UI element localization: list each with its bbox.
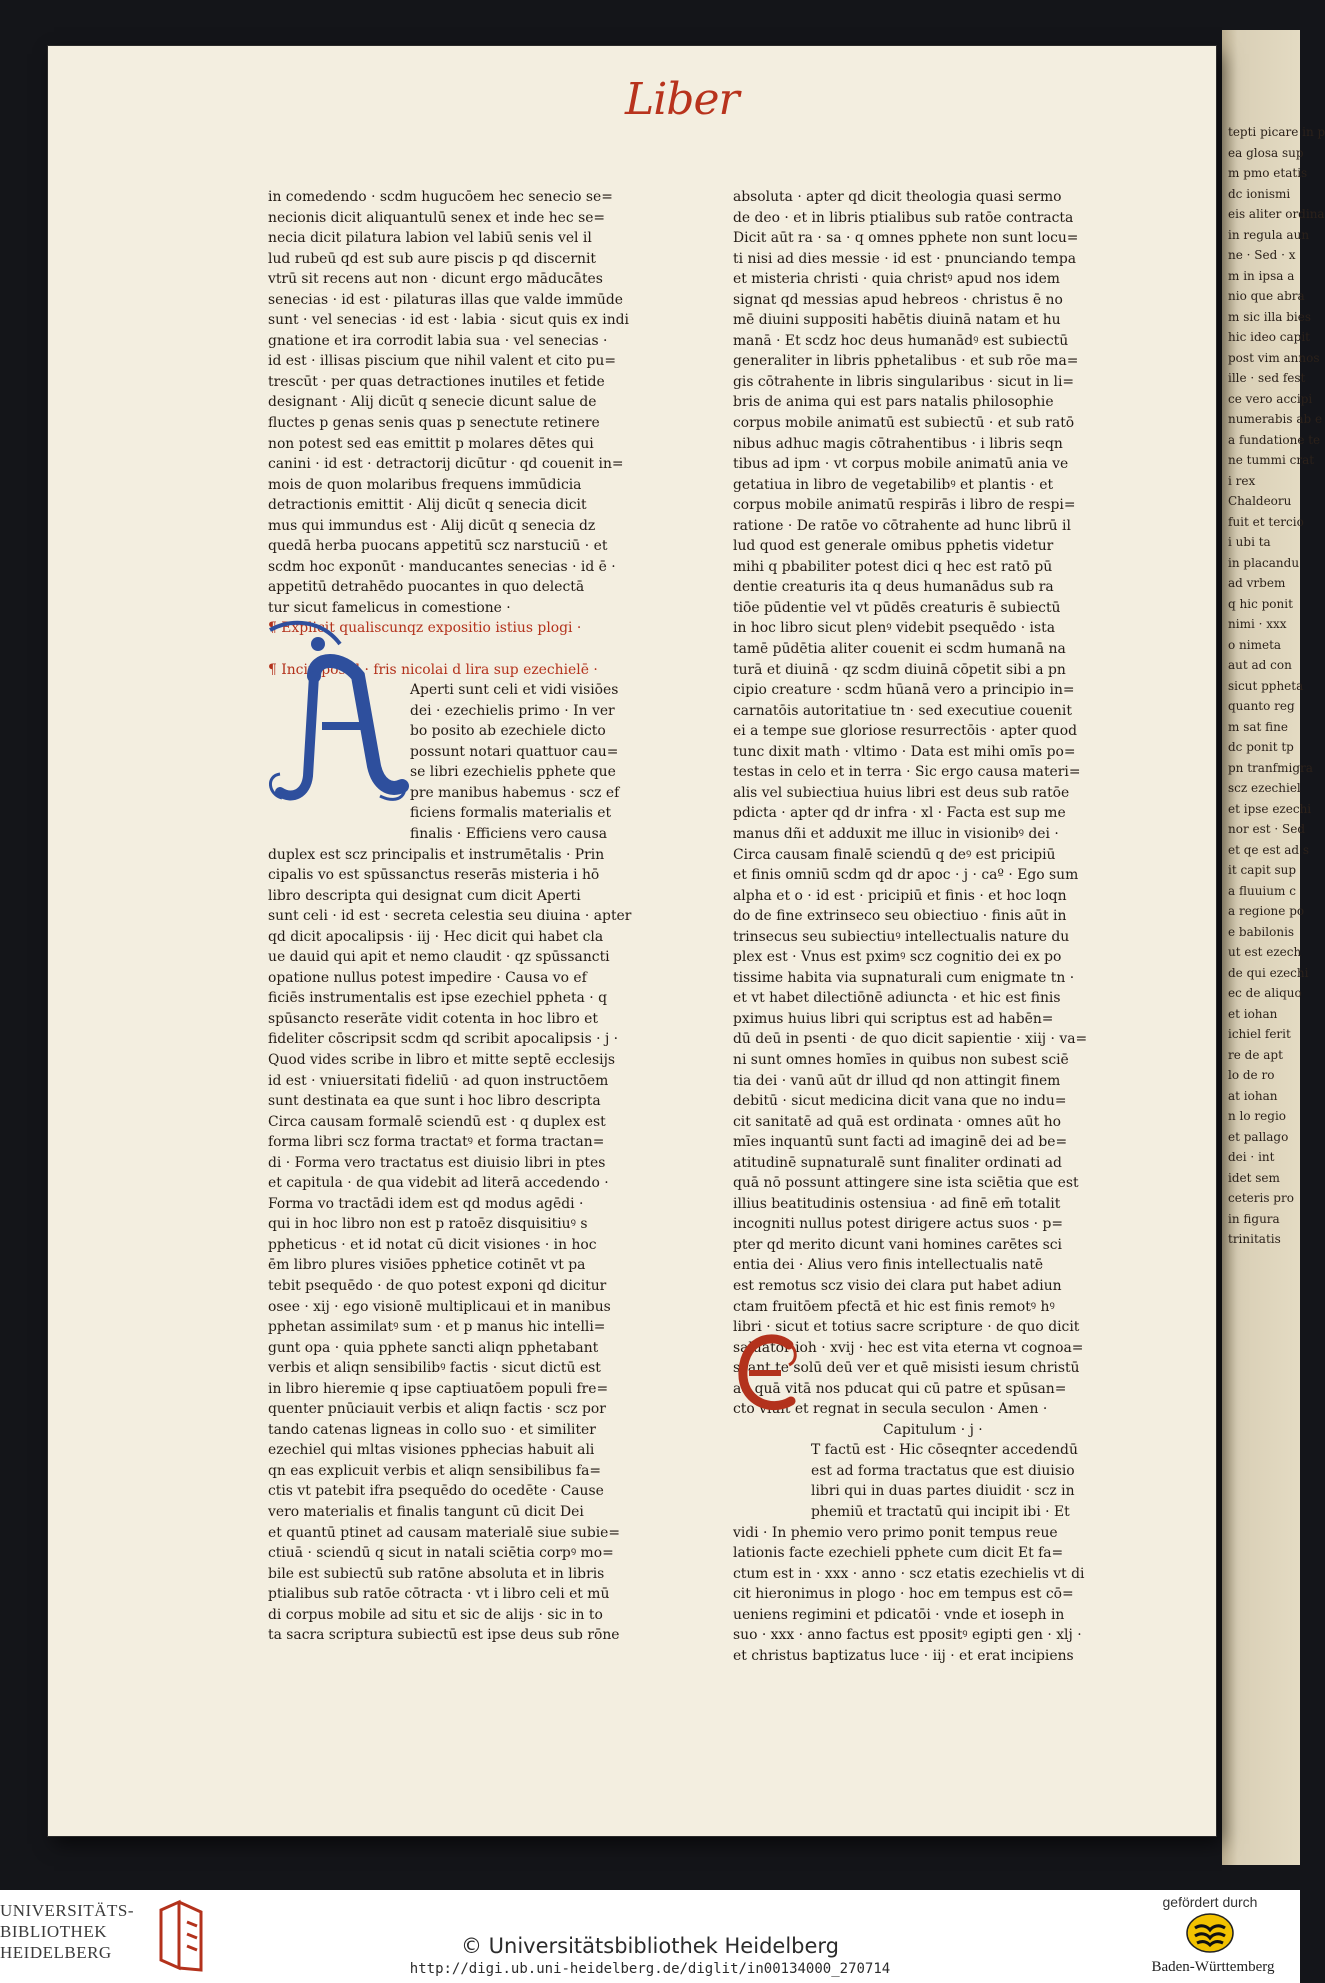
next-page-fragment: e babilonis <box>1228 924 1295 939</box>
text-line: ezechiel qui mltas visiones pphecias habuit ali <box>268 1442 595 1459</box>
next-page-fragment: m pmo etatis <box>1228 166 1308 180</box>
text-line: libri · sicut et totius sacre scripture · de quo dicit <box>733 1319 1080 1336</box>
text-line: lationis facte ezechieli pphete cum dicit Et fa= <box>733 1545 1064 1562</box>
text-line: quenter pnūciauit verbis et aliqn factis · scz por <box>268 1401 606 1418</box>
text-line: getatiua in libro de vegetabilibꝰ et plantis · et <box>733 476 1054 493</box>
text-line: ptialibus sub ratōe cōtracta · vt i libro celi et mū <box>268 1586 610 1603</box>
text-line: tia dei · vanū aūt dr illud qd non attingit finem <box>733 1072 1061 1089</box>
text-line: in libro hieremie q ipse captiuatōem populi fre= <box>268 1380 609 1397</box>
text-line: entia dei · Alius vero finis intellectualis natē <box>733 1257 1044 1274</box>
text-line: spūsancto reserāte vidit cotenta in hoc libro et <box>268 1010 598 1027</box>
permalink-url[interactable]: http://digi.ub.uni-heidelberg.de/diglit/in00134000_270714 <box>409 1961 891 1977</box>
text-line: suo · xxx · anno factus est ppositꝰ egipti gen · xlj · <box>733 1627 1082 1644</box>
text-line: mīes inquantū sunt facti ad imaginē dei ad be= <box>733 1134 1068 1151</box>
next-page-fragment: ille · sed fest <box>1228 371 1306 385</box>
text-line: ¶ Incip postil · fris nicolai d lira sup ezechielē · <box>268 661 598 678</box>
text-line: Aperti sunt celi et vidi visiōes <box>410 682 619 699</box>
text-line: di · Forma vero tractatus est diuisio libri in ptes <box>268 1154 606 1171</box>
text-line: dei · ezechielis primo · In ver <box>410 702 615 719</box>
next-page-fragment: hic ideo capit <box>1228 330 1310 344</box>
next-page-fragment: et qe est ad s <box>1228 842 1310 857</box>
next-page-fragment: Chaldeoru <box>1228 494 1292 508</box>
next-page-fragment: in figura <box>1228 1211 1280 1226</box>
text-line: mē diuini suppositi habētis diuinā natam et hu <box>733 312 1061 329</box>
next-page-fragment: ad vrbem <box>1228 576 1286 590</box>
text-line: lud rubeū qd est sub aure piscis p qd discernit <box>268 250 596 267</box>
text-line: trinsecus seu subiectiuꝰ intellectualis nature du <box>733 928 1070 945</box>
text-line: Forma vo tractādi idem est qd modus agēdi · <box>268 1195 584 1212</box>
text-line: atitudinē supnaturalē sunt finaliter ordinati ad <box>733 1154 1062 1171</box>
text-line: pximus huius libri qui scriptus est ad habēn= <box>733 1010 1054 1027</box>
text-line: ctis vt patebit ifra psequēdo do ocedēte · Cause <box>268 1483 604 1500</box>
text-line: Quod vides scribe in libro et mitte septē ecclesijs <box>268 1051 616 1068</box>
text-line: duplex est scz principalis et instrumētalis · Prin <box>268 846 605 863</box>
next-page-edge <box>1222 30 1325 1865</box>
next-page-fragment: lo de ro <box>1228 1068 1275 1082</box>
text-line: forma libri scz forma tractatꝰ et forma tractan= <box>268 1134 605 1151</box>
next-page-fragment: m sat fine <box>1228 719 1288 734</box>
text-line: est remotus scz visio dei clara put habet adiun <box>733 1277 1062 1294</box>
next-page-fragment: sicut ppheta <box>1228 678 1304 693</box>
text-line: senecias · id est · pilaturas illas que valde immūde <box>268 291 623 308</box>
next-page-fragment: a fluuium c <box>1228 883 1296 898</box>
text-line: tur sicut famelicus in comestione · <box>268 599 511 616</box>
text-line: et finis omniū scdm qd dr apoc · j · caº · Ego sum <box>733 867 1079 884</box>
text-line: detractionis emittit · Alij dicūt q senecia dicit <box>268 497 587 514</box>
text-line: cit hieronimus in plogo · hoc em tempus est cō= <box>733 1586 1074 1603</box>
text-line: ctiuā · sciendū q sicut in natali sciētia corpꝰ mo= <box>268 1545 614 1562</box>
text-line: ue dauid qui apit et nemo claudit · qz spūssancti <box>268 949 610 966</box>
next-page-fragment: ea glosa sup <box>1228 145 1304 160</box>
text-line: carnatōis autoritatiue tn · sed executiue couenit <box>733 702 1072 719</box>
text-line: ficiēs instrumentalis est ipse ezechiel ppheta · q <box>268 990 607 1007</box>
text-line: ueniens regimini et pdicatōi · vnde et ioseph in <box>733 1606 1065 1623</box>
text-line: do de fine extrinseco seu obiectiuo · finis aūt in <box>733 908 1067 925</box>
text-line: et quantū ptinet ad causam materialē siue subie= <box>268 1524 621 1541</box>
next-page-fragment: a fundatione te <box>1228 432 1321 447</box>
text-line: et capitula · de qua videbit ad literā accedendo · <box>268 1175 609 1192</box>
decorated-initial-a <box>262 616 412 812</box>
next-page-fragment: ce vero accipi <box>1228 391 1313 406</box>
text-line: Dicit aūt ra · sa · q omnes pphete non sunt locu= <box>733 230 1079 247</box>
next-page-fragment: de qui ezechi <box>1228 965 1309 980</box>
text-line: sunt destinata ea que sunt i hoc libro descripta <box>268 1093 601 1110</box>
text-line: ni sunt omnes homīes in quibus non subest sciē <box>733 1051 1069 1068</box>
text-line: tissime habita via supnaturali cum enigmate tn · <box>733 969 1075 986</box>
text-line: vero materialis et finalis tangunt cū dicit Dei <box>268 1504 584 1520</box>
next-page-fragment: a regione po <box>1228 904 1305 918</box>
text-line: id est · illisas piscium que nihil valent et cito pu= <box>268 353 616 370</box>
text-line: gis cōtrahente in libris singularibus · sicut in li= <box>733 373 1075 390</box>
text-line: gnatione et ira corrodit labia sua · vel senecias · <box>268 332 608 349</box>
next-page-fragment: in placandu <box>1228 555 1300 570</box>
text-line: Circa causam formalē sciendū est · q duplex est <box>268 1113 606 1130</box>
text-line: scant te solū deū ver et quē misisti iesum christū <box>733 1360 1080 1377</box>
text-line: mihi q pbabiliter potest dici q hec est ratō pū <box>733 558 1053 575</box>
text-column-right <box>733 187 1111 1666</box>
text-line: qn eas explicuit verbis et aliqn sensibilibus fa= <box>268 1462 602 1479</box>
text-line: fluctes p genas senis quas p senectute retinere <box>268 415 600 432</box>
text-line: incogniti nullus potest dirigere actus suos · p= <box>733 1216 1063 1233</box>
text-line: pdicta · apter qd dr infra · xl · Facta est sup me <box>733 805 1066 822</box>
text-line: in hoc libro sicut plenꝰ videbit psequēdo · ista <box>733 620 1055 637</box>
next-page-fragment: q hic ponit <box>1228 596 1293 611</box>
text-line: di corpus mobile ad situ et sic de alijs · sic in to <box>268 1606 603 1623</box>
copyright-text: © Universitätsbibliothek Heidelberg <box>460 1934 839 1958</box>
text-line: plex est · Vnus est pximꝰ scz cognitio dei ex po <box>733 949 1062 966</box>
next-page-fragment: i ubi ta <box>1228 535 1271 549</box>
text-line: trescūt · per quas detractiones inutiles et fetide <box>268 373 605 390</box>
text-line: necionis dicit aliquantulū senex et inde hec se= <box>268 209 606 226</box>
text-line: alpha et o · id est · pricipiū et finis · et hoc loqn <box>733 887 1067 904</box>
text-column-left <box>268 187 646 1646</box>
text-line: dentie creaturis ita q deus humanādus sub ra <box>733 579 1054 596</box>
text-line: libri qui in duas partes diuidit · scz in <box>811 1483 1075 1500</box>
text-line: libro descripta qui designat cum dicit Aperti <box>268 887 581 904</box>
next-page-fragment: ec de aliquo <box>1228 986 1302 1000</box>
next-page-fragment: ceteris pro <box>1228 1191 1294 1205</box>
text-line: testas in celo et in terra · Sic ergo causa materi= <box>733 764 1081 781</box>
next-page-fragment: re de apt <box>1228 1047 1283 1062</box>
next-page-fragment: dc ponit tp <box>1228 740 1294 754</box>
text-line: dū deū in psenti · de quo dicit sapientie · xiij · va= <box>733 1031 1088 1048</box>
text-line: tunc dixit math · vltimo · Data est mihi omīs po= <box>733 743 1076 760</box>
text-line: mus qui immundus est · Alij dicūt q senecia dz <box>268 517 596 534</box>
text-line: tiōe pūdentie vel vt pūdēs creaturis ē subiectū <box>733 599 1061 616</box>
funder-name: Baden-Württemberg <box>1151 1959 1275 1975</box>
library-name-line: BIBLIOTHEK <box>0 1922 107 1941</box>
next-page-fragment: fuit et tercio <box>1228 514 1304 529</box>
next-page-fragment: o nimeta <box>1228 637 1282 652</box>
next-page-fragment: pn tranfmigra <box>1228 760 1313 775</box>
next-page-fragment: m sic illa bies <box>1228 309 1311 324</box>
text-line: cipalis vo est spūssanctus reserās misteria i hō <box>268 867 600 884</box>
funder-coat-of-arms-icon <box>1185 1912 1235 1954</box>
text-line: ficiens formalis materialis et <box>410 805 612 822</box>
text-line: tando catenas ligneas in collo suo · et similiter <box>268 1421 596 1438</box>
next-page-fragment: trinitatis <box>1228 1232 1281 1246</box>
next-page-fragment: idet sem <box>1228 1170 1280 1185</box>
next-page-fragment: eis aliter ordina <box>1228 207 1325 221</box>
next-page-fragment: nimi · xxx <box>1228 617 1287 631</box>
text-line: phemiū et tractatū qui incipit ibi · Et <box>811 1504 1070 1520</box>
next-page-fragment: ut est ezech <box>1228 945 1302 959</box>
text-line: id est · vniuersitati fideliū · ad quon instructōem <box>268 1072 609 1089</box>
next-page-fragment: dc ionismi <box>1228 186 1291 201</box>
text-line: qui in hoc libro non est p ratoēz disquisitiuꝰ s <box>268 1216 588 1233</box>
next-page-fragment: nio que abra <box>1228 289 1305 303</box>
text-line: opatione nullus potest impedire · Causa vo ef <box>268 969 587 986</box>
next-page-fragment: it capit sup <box>1228 863 1297 877</box>
text-line: quā nō possunt attingere sine ista sciētia que est <box>733 1175 1079 1192</box>
text-line: ctum est in · xxx · anno · scz etatis ezechielis vt di <box>733 1565 1085 1582</box>
text-line: se libri ezechielis pphete que <box>410 764 616 781</box>
text-line: pre manibus habemus · scz ef <box>410 784 620 801</box>
next-page-fragment: at iohan <box>1228 1088 1278 1103</box>
next-page-fragment: et pallago <box>1228 1129 1289 1144</box>
next-page-fragment: ichiel ferit <box>1228 1027 1291 1041</box>
text-line: absoluta · apter qd dicit theologia quasi sermo <box>733 189 1062 205</box>
text-line: manus dñi et adduxit me illuc in visionibꝰ dei · <box>733 825 1059 842</box>
next-page-fragment: et ipse ezechi <box>1228 801 1312 816</box>
library-name-line: UNIVERSITÄTS- <box>0 1901 134 1920</box>
text-line: bile est subiectū sub ratōne absoluta et in libris <box>268 1565 605 1582</box>
next-page-fragment: m in ipsa a <box>1228 268 1295 283</box>
text-line: corpus mobile animatū est subiectū · et sub ratō <box>733 415 1075 432</box>
text-line: signat qd messias apud hebreos · christus ē no <box>733 291 1063 308</box>
next-page-fragment: scz ezechiel <box>1228 781 1301 795</box>
text-line: bris de anima qui est pars natalis philosophie <box>733 394 1054 411</box>
text-line: ppheticus · et id notat cū dicit visiones · in hoc <box>268 1236 597 1253</box>
next-page-fragment: ne tummi crat <box>1228 453 1315 467</box>
funded-by-label: gefördert durch <box>1162 1894 1258 1910</box>
text-line: scdm hoc exponūt · manducantes senecias · id ē · <box>268 558 616 575</box>
next-page-fragment: numerabis ab e <box>1228 412 1323 426</box>
text-line: saluator ioh · xvij · hec est vita eterna vt cognoa= <box>733 1339 1084 1356</box>
next-page-fragment: in regula aun <box>1228 227 1310 242</box>
text-line: bo posito ab ezechiele dicto <box>410 723 606 740</box>
text-line: tamē pūdētia aliter couenit ei scdm humanā na <box>733 641 1066 658</box>
text-line: et vt habet dilectiōnē adiuncta · et hic est finis <box>733 990 1061 1007</box>
text-line: cipio creature · scdm hūanā vero a principio in= <box>733 682 1075 699</box>
next-page-fragment: ne · Sed · x <box>1228 248 1296 262</box>
text-line: cto viuit et regnat in secula seculon · Amen · <box>733 1401 1048 1418</box>
text-line: pter qd merito dicunt vani homines carētes sci <box>733 1236 1062 1253</box>
next-page-fragment: dei · int <box>1228 1150 1275 1164</box>
next-page-fragment: et iohan <box>1228 1006 1278 1021</box>
next-page-fragment: nor est · Sed <box>1228 822 1306 836</box>
running-head: Liber <box>625 74 739 125</box>
text-line: tibus ad ipm · vt corpus mobile animatū ania ve <box>733 456 1069 473</box>
text-line: ēm libro plures visiōes pphetice cotinēt vt pa <box>268 1257 586 1274</box>
text-line: mois de quon molaribus frequens immūdicia <box>268 476 582 493</box>
next-page-fragment: n lo regio <box>1228 1109 1287 1123</box>
text-line: qd dicit apocalipsis · iij · Hec dicit qui habet cla <box>268 928 604 945</box>
text-line: possunt notari quattuor cau= <box>410 743 619 760</box>
next-page-fragment: tepti picare in p <box>1228 125 1325 139</box>
text-line: in comedendo · scdm hugucōem hec senecio se= <box>268 189 613 205</box>
text-line: alis vel subiectiua huius libri est deus sub ratōe <box>733 784 1070 801</box>
text-line: manā · Et scdz hoc deus humanādꝰ est subiectū <box>733 332 1069 349</box>
text-line: nibus adhuc magis cōtrahentibus · i libris seqn <box>733 435 1063 452</box>
text-line: ti nisi ad dies messie · id est · pnunciando tempa <box>733 250 1076 267</box>
text-line: illius beatitudinis ostensiua · ad finē em̄ totalit <box>733 1195 1061 1212</box>
text-line: Circa causam finalē sciendū q deꝰ est pricipiū <box>733 846 1056 863</box>
text-line: verbis et aliqn sensibilibꝰ factis · sicut dictū est <box>268 1360 601 1377</box>
next-page-fragment: i rex <box>1228 473 1256 488</box>
text-line: de deo · et in libris ptialibus sub ratōe contracta <box>733 209 1074 226</box>
text-line: finalis · Efficiens vero causa <box>410 825 608 842</box>
next-page-fragment: post vim annos <box>1228 350 1320 365</box>
text-line: et misteria christi · quia christꝰ apud nos idem <box>733 271 1060 288</box>
text-line: vidi · In phemio vero primo ponit tempus reue <box>733 1524 1058 1541</box>
text-line: ad quā vitā nos pducat qui cū patre et spūsan= <box>733 1380 1067 1397</box>
text-line: pphetan assimilatꝰ sum · et p manus hic intelli= <box>268 1319 606 1336</box>
text-line: necia dicit pilatura labion vel labiū senis vel il <box>268 230 592 247</box>
text-line: et christus baptizatus luce · iij · et erat incipiens <box>733 1647 1074 1664</box>
next-page-fragment: quanto reg <box>1228 699 1295 713</box>
text-line: debitū · sicut medicina dicit vana que no indu= <box>733 1093 1067 1110</box>
text-line: canini · id est · detractorij dicūtur · qd couenit in= <box>268 456 624 473</box>
text-line: ratione · De ratōe vo cōtrahente ad hunc librū il <box>733 517 1071 534</box>
text-line: turā et diuinā · qz scdm diuinā cōpetit sibi a pn <box>733 661 1066 678</box>
text-line: cit sanitatē ad quā est ordinata · omnes aūt ho <box>733 1113 1062 1130</box>
text-line: sunt · vel senecias · id est · labia · sicut quis ex indi <box>268 312 629 329</box>
text-line: corpus mobile animatū respirās i libro de respi= <box>733 497 1076 514</box>
text-line: ctam fruitōem pfectā et hic est finis remotꝰ hꝰ <box>733 1298 1055 1315</box>
next-page-fragment: aut ad con <box>1228 658 1292 672</box>
text-line: generaliter in libris pphetalibus · et sub rōe ma= <box>733 353 1079 370</box>
text-line: vtrū sit recens aut non · dicunt ergo māducātes <box>268 271 603 288</box>
decorated-initial-e <box>735 1331 805 1415</box>
text-line: designant · Alij dicūt q senecie dicunt salue de <box>268 394 597 411</box>
text-line: sunt celi · id est · secreta celestia seu diuina · apter <box>268 908 632 925</box>
text-line: gunt opa · quia pphete sancti aliqn pphetabant <box>268 1339 599 1356</box>
text-line: lud quod est generale omibus pphetis videtur <box>733 538 1054 555</box>
library-name-line: HEIDELBERG <box>0 1943 112 1962</box>
text-line: ta sacra scriptura subiectū est ipse deus sub rōne <box>268 1627 620 1644</box>
text-line: est ad forma tractatus que est diuisio <box>811 1462 1075 1479</box>
text-line: quedā herba puocans appetitū scz narstuciū · et <box>268 538 608 555</box>
text-line: ¶ Explicit qualiscunqz expositio istius plogi · <box>268 620 582 637</box>
text-line: ei a tempe sue gloriose resurrectōis · apter quod <box>733 723 1077 740</box>
text-line: osee · xij · ego visionē multiplicaui et in manibus <box>268 1298 611 1315</box>
text-line: T factū est · Hic cōseqnter accedendū <box>811 1442 1078 1459</box>
text-line: appetitū detrahēdo puocantes in quo delectā <box>268 579 585 596</box>
text-line: non potest sed eas emittit p molares dētes qui <box>268 435 594 452</box>
text-line: Capitulum · j · <box>883 1421 983 1438</box>
text-line: fideliter cōscripsit scdm qd scribit apocalipsis · j · <box>268 1031 619 1048</box>
text-line: tebit psequēdo · de quo potest exponi qd dicitur <box>268 1277 607 1294</box>
